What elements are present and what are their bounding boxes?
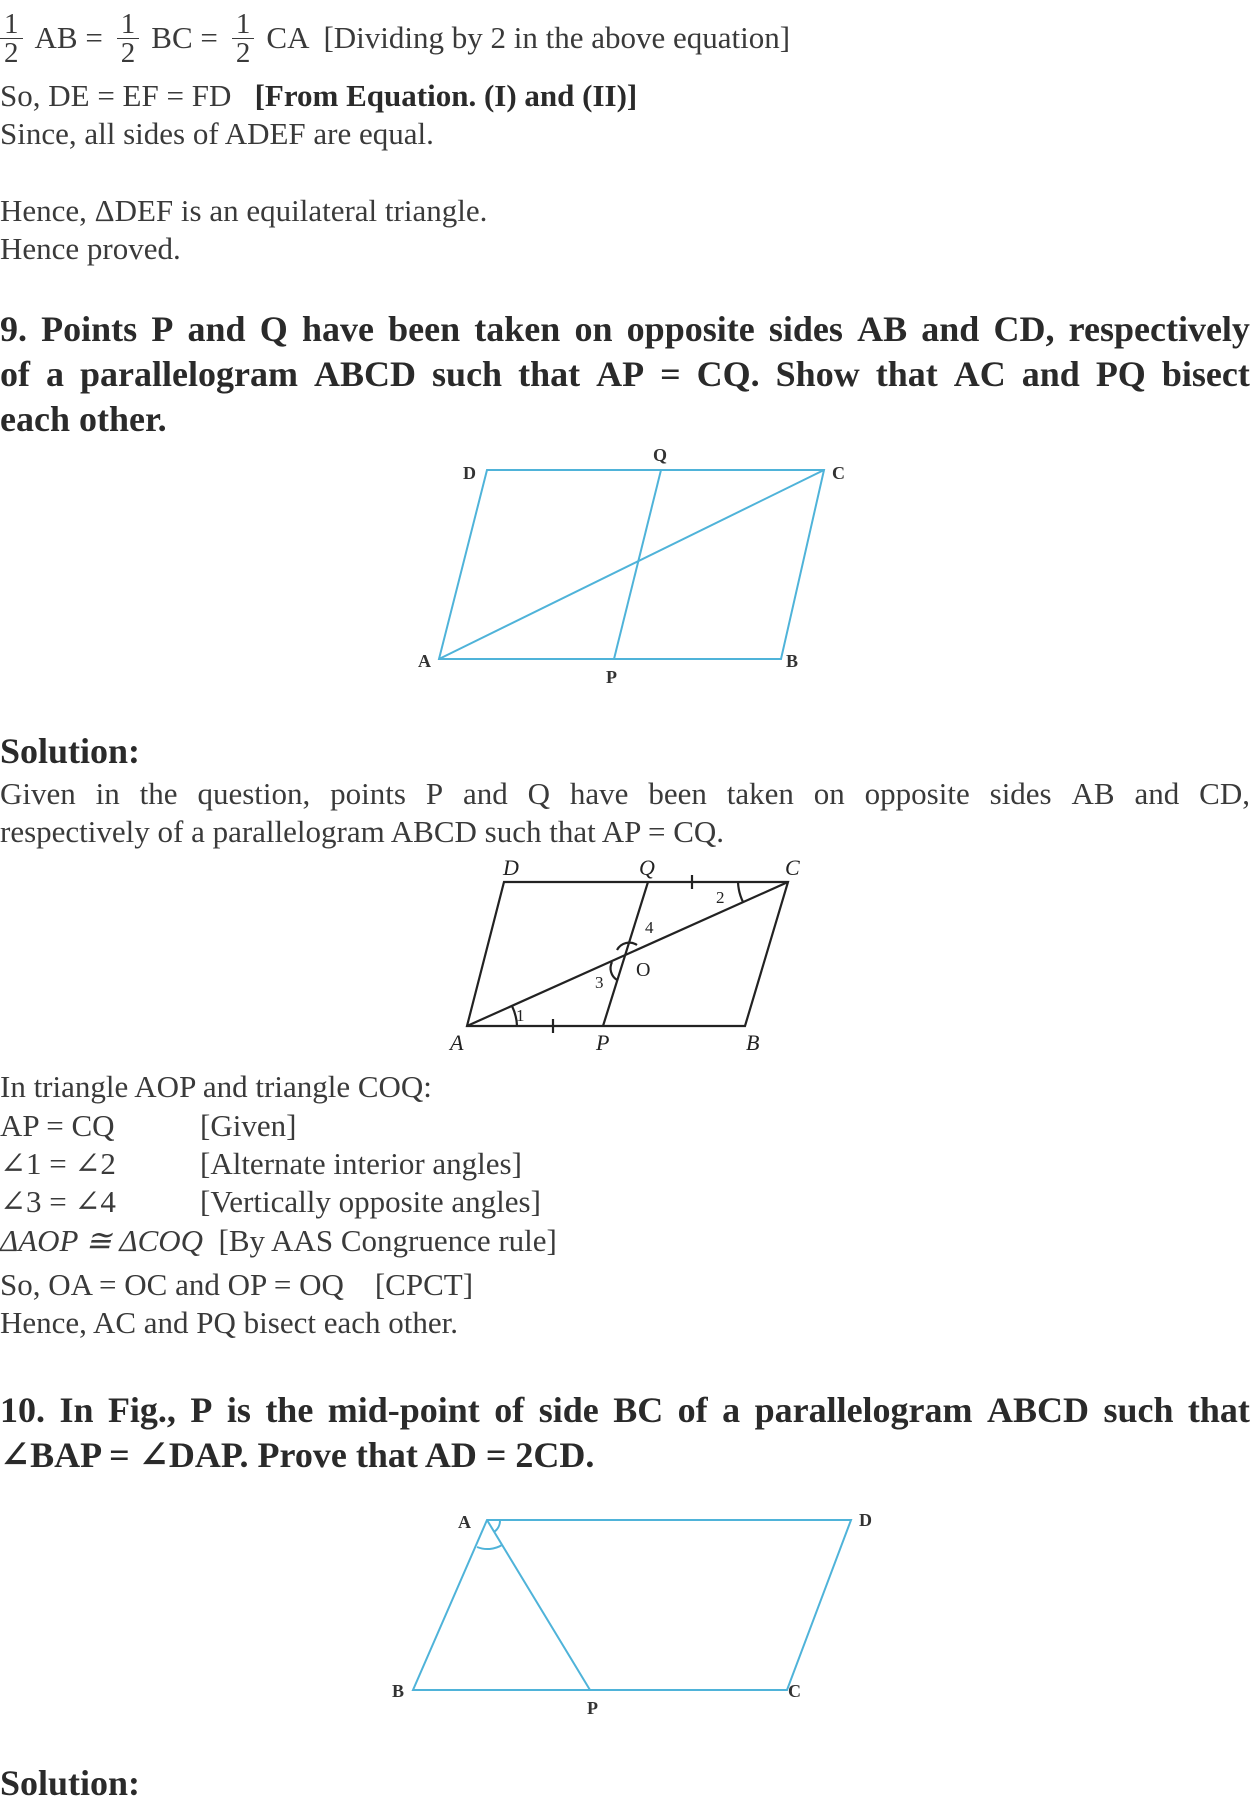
word: in (95, 776, 120, 811)
word: CD, (993, 309, 1055, 349)
word: 10. (0, 1390, 45, 1430)
label-c-2: C (785, 855, 800, 880)
word: Q (527, 776, 551, 811)
hence-proved-line: Hence proved. (0, 231, 181, 266)
word: Fig., (107, 1390, 176, 1430)
q9-heading-line2 (0, 352, 1250, 397)
word: Points (41, 309, 138, 349)
q9-figure-bisect (440, 850, 820, 1055)
angle-arc-3 (611, 962, 617, 980)
angle-arc-bap (477, 1545, 502, 1549)
q10-figure-parallelogram (380, 1500, 880, 1720)
angle-label-1: 1 (516, 1006, 525, 1025)
word: BC (613, 1390, 664, 1430)
word: AB (1071, 776, 1115, 811)
in-triangle-line: In triangle AOP and triangle COQ: (0, 1069, 432, 1104)
word: = (660, 354, 681, 394)
ca-term: CA (266, 20, 310, 55)
label-c-3: C (788, 1681, 801, 1701)
word: CD, (1199, 776, 1250, 811)
label-a: A (418, 651, 431, 671)
word: In (59, 1390, 94, 1430)
segment-pq (614, 470, 661, 659)
word: and (462, 776, 508, 811)
q10-heading-line2: ∠BAP = ∠DAP. Prove that AD = 2CD. (0, 1435, 595, 1475)
label-c: C (832, 463, 845, 483)
word: the (139, 776, 178, 811)
label-a-3: A (458, 1512, 471, 1532)
step-row: AP = CQ [Given] (0, 1108, 297, 1143)
label-d: D (463, 463, 476, 483)
parallelogram-abcd-3 (413, 1520, 851, 1690)
label-p-3: P (587, 1698, 598, 1718)
angle-label-4: 4 (645, 918, 654, 937)
word: of (0, 354, 30, 394)
word: ABCD (314, 354, 417, 394)
q9-solution-label: Solution: (0, 731, 141, 771)
word: AB (857, 309, 908, 349)
hence-bisect-line: Hence, AC and PQ bisect each other. (0, 1305, 458, 1340)
q9-heading-line3: each other. (0, 399, 167, 439)
label-b-3: B (392, 1681, 405, 1701)
step-row: ∠3 = ∠4 [Vertically opposite angles] (0, 1184, 541, 1219)
label-o: O (636, 959, 651, 981)
word: bisect (1161, 354, 1250, 394)
word: mid-point (327, 1390, 480, 1430)
angle-label-3: 3 (595, 973, 604, 992)
word: respectively (1068, 309, 1250, 349)
word: P (190, 1390, 213, 1430)
word: and (187, 309, 246, 349)
q10-heading-line1 (0, 1388, 1250, 1433)
label-q-2: Q (639, 855, 655, 880)
label-p-2: P (596, 1030, 610, 1055)
angle-arc-dap (494, 1520, 500, 1532)
q9-figure-parallelogram (400, 440, 880, 690)
word: opposite (626, 309, 755, 349)
word: points (330, 776, 406, 811)
word: of (677, 1390, 708, 1430)
word: been (648, 776, 707, 811)
label-p: P (606, 667, 617, 687)
angle-label-2: 2 (716, 888, 725, 907)
bc-term: BC = (151, 20, 218, 55)
word: PQ (1095, 354, 1146, 394)
q9-given-line2: respectively of a parallelogram ABCD such that AP = CQ. (0, 814, 725, 849)
word: been (388, 309, 461, 349)
word: Show (775, 354, 860, 394)
congruence-row: ΔAOP ≅ ΔCOQ [By AAS Congruence rule] (0, 1223, 557, 1258)
word: opposite (864, 776, 970, 811)
word: a (722, 1390, 741, 1430)
word: the (265, 1390, 314, 1430)
label-d-3: D (859, 1510, 872, 1530)
fraction-equation-line (0, 0, 804, 76)
diagonal-ac-2 (467, 882, 788, 1026)
word: AP (596, 354, 645, 394)
dividing-note: [Dividing by 2 in the above equation] (323, 20, 791, 55)
word: and (1021, 354, 1080, 394)
word: such (1103, 1390, 1174, 1430)
word: on (813, 776, 845, 811)
word: P (425, 776, 444, 811)
ab-term: AB = (34, 20, 103, 55)
word: parallelogram (80, 354, 298, 394)
word: on (574, 309, 613, 349)
word: that (1187, 1390, 1250, 1430)
word: taken (474, 309, 561, 349)
q9-heading-line1 (0, 307, 1250, 352)
fraction-half: $\frac{1}{2}$ (0, 10, 23, 67)
word: of (494, 1390, 525, 1430)
fraction-half: $\frac{1}{2}$ (232, 10, 255, 67)
step-row: ∠1 = ∠2 [Alternate interior angles] (0, 1146, 522, 1181)
so-oa-oc-line: So, OA = OC and OP = OQ [CPCT] (0, 1267, 474, 1302)
word: ABCD (986, 1390, 1089, 1430)
word: have (569, 776, 629, 811)
so-equal-line: So, DE = EF = FD [From Equation. (I) and (II)] (0, 78, 638, 113)
word: parallelogram (754, 1390, 973, 1430)
word: a (46, 354, 65, 394)
segment-pq-2 (603, 882, 651, 1026)
word: Given (0, 776, 76, 811)
word: and (1134, 776, 1180, 811)
word: question, (197, 776, 311, 811)
word: such (432, 354, 503, 394)
since-line: Since, all sides of ADEF are equal. (0, 116, 434, 151)
word: is (226, 1390, 251, 1430)
hence-equilateral-line: Hence, ΔDEF is an equilateral triangle. (0, 193, 488, 228)
fraction-half: $\frac{1}{2}$ (117, 10, 140, 67)
diagonal-ac (439, 470, 824, 659)
word: that (518, 354, 581, 394)
word: Q (259, 309, 288, 349)
word: sides (989, 776, 1052, 811)
word: have (301, 309, 374, 349)
angle-arc-2 (738, 882, 743, 902)
word: AC (953, 354, 1006, 394)
word: side (538, 1390, 599, 1430)
label-b: B (786, 651, 799, 671)
word: 9. (0, 309, 27, 349)
word: sides (768, 309, 843, 349)
label-q: Q (653, 445, 668, 465)
segment-ap (487, 1520, 590, 1690)
word: and (921, 309, 980, 349)
word: CQ. (696, 354, 760, 394)
label-d-2: D (503, 855, 519, 880)
label-b-2: B (746, 1030, 760, 1055)
q9-given-line1 (0, 775, 1250, 813)
word: that (875, 354, 938, 394)
word: P (151, 309, 174, 349)
label-a-2: A (450, 1030, 464, 1055)
q10-solution-label: Solution: (0, 1763, 141, 1803)
word: taken (726, 776, 794, 811)
